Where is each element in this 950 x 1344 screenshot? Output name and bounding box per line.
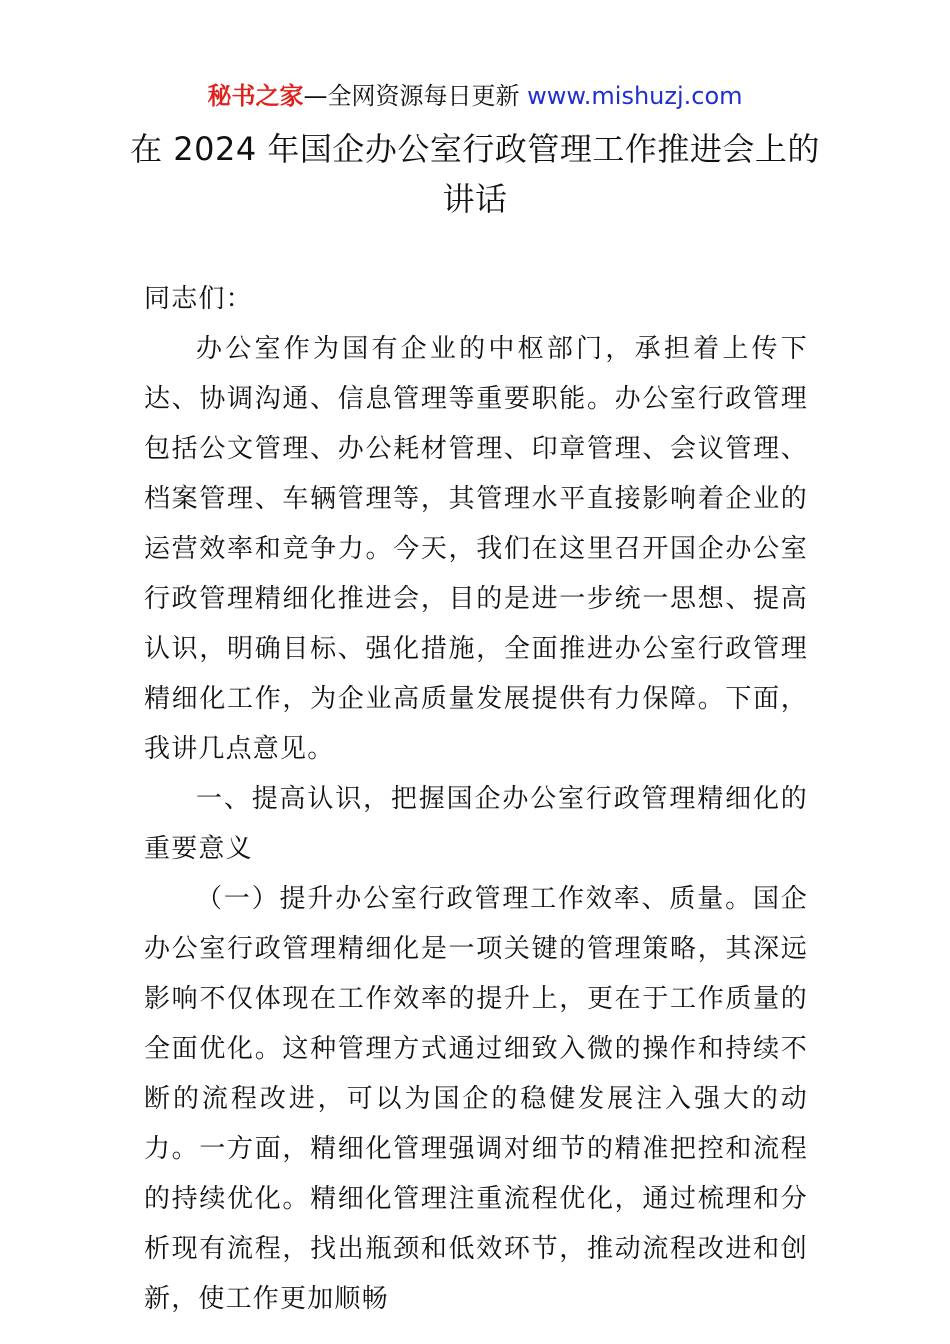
site-url[interactable]: www.mishuzj.com [527, 82, 743, 110]
salutation: 同志们： [144, 284, 253, 314]
paragraph-subsection: （一）提升办公室行政管理工作效率、质量。国企办公室行政管理精细化是一项关键的管理策略，其深远影响不仅体现在工作效率的提升上，更在于工作质量的全面优化。这种管理方式通过细致入微的操作和持续不断的流程改进，可以为国企的稳健发展注入强大的动力。一方面，精细化管理强调对细节的精准把控和流程的持续优化。精细化管理注重流程优化，通过梳理和分析现有流程，找出瓶颈和低效环节，推动流程改进和创新，使工作更加顺畅 [144, 884, 808, 1314]
site-header [0, 80, 950, 112]
site-tagline: —全网资源每日更新 [303, 82, 528, 110]
site-brand: 秘书之家 [207, 82, 304, 110]
paragraph-intro: 办公室作为国有企业的中枢部门，承担着上传下达、协调沟通、信息管理等重要职能。办公室行政管理包括公文管理、办公耗材管理、印章管理、会议管理、档案管理、车辆管理等，其管理水平直接影响着企业的运营效率和竞争力。今天，我们在这里召开国企办公室行政管理精细化推进会，目的是进一步统一思想、提高认识，明确目标、强化措施，全面推进办公室行政管理精细化工作，为企业高质量发展提供有力保障。下面，我讲几点意见。 [144, 334, 808, 764]
document-title: 在 2024 年国企办公室行政管理工作推进会上的讲话 [130, 130, 820, 218]
document-body [144, 274, 808, 1324]
section-heading: 一、提高认识，把握国企办公室行政管理精细化的重要意义 [144, 784, 808, 864]
